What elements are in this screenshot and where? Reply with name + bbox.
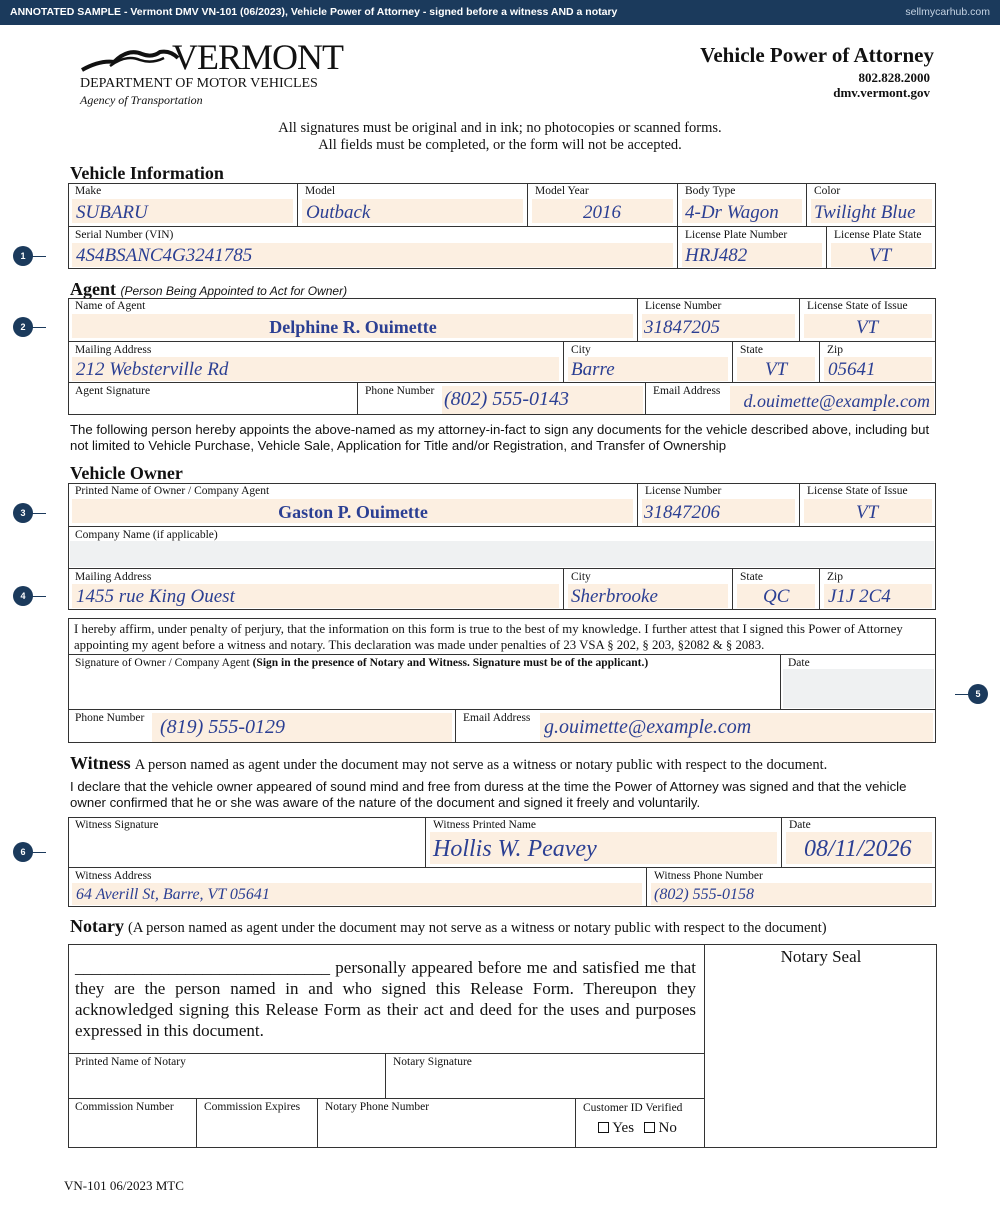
witness-declaration: I declare that the vehicle owner appeared of sound mind and free from duress at the time the Power of Attorney was signed and that the vehicle owner confirmed that he or she was aware of the nature of the document and signed it freely and voluntarily. [70, 779, 907, 810]
model-field[interactable] [298, 183, 528, 226]
notary-phone-field[interactable] [318, 1098, 576, 1148]
owner-date-field[interactable] [781, 654, 936, 709]
body-type-value: 4-Dr Wagon [685, 202, 779, 223]
witness-date-label: Date [789, 819, 811, 831]
owner-license-label: License Number [645, 485, 722, 497]
form-footer: VN-101 06/2023 MTC [64, 1178, 184, 1193]
witness-name-label: Witness Printed Name [433, 819, 537, 831]
marker-line-1 [30, 256, 46, 257]
agent-phone-label: Phone Number [365, 385, 435, 397]
vin-field[interactable] [68, 226, 678, 269]
owner-email-label: Email Address [463, 712, 531, 724]
banner-title: ANNOTATED SAMPLE - Vermont DMV VN-101 (06/2023), Vehicle Power of Attorney - signed before a witness AND a notary [10, 6, 618, 18]
marker-line-3 [30, 513, 46, 514]
dmv-website: dmv.vermont.gov [833, 85, 930, 100]
agent-license-state-field[interactable] [800, 298, 936, 341]
owner-address-value: 1455 rue King Ouest [76, 586, 235, 607]
company-name-label: Company Name (if applicable) [75, 529, 218, 541]
plate-state-field[interactable] [827, 226, 936, 269]
agent-email-label: Email Address [653, 385, 721, 397]
id-yes-label: Yes [612, 1120, 635, 1136]
instruction-line-1: All signatures must be original and in ink; no photocopies or scanned forms. [278, 120, 722, 136]
instruction-line-2: All fields must be completed, or the form will not be accepted. [318, 137, 682, 153]
witness-heading-text: Witness [70, 753, 131, 773]
vermont-logo [80, 37, 343, 108]
agent-license-state-value: VT [856, 317, 879, 338]
notary-blank-line[interactable]: ______________________________ [75, 958, 330, 977]
annotation-marker-2: 2 [13, 317, 33, 337]
notary-seal-label: Notary Seal [780, 947, 862, 966]
model-value: Outback [306, 202, 371, 223]
marker-line-5 [955, 694, 971, 695]
agent-state-field[interactable] [733, 341, 820, 382]
agent-city-value: Barre [571, 359, 615, 380]
witness-phone-field[interactable] [647, 867, 936, 907]
agent-state-label: State [740, 344, 763, 356]
agent-city-label: City [571, 344, 591, 356]
vin-label: Serial Number (VIN) [75, 229, 174, 241]
owner-address-field[interactable] [68, 568, 564, 610]
vin-value: 4S4BSANC4G3241785 [76, 245, 253, 266]
agent-email-value: d.ouimette@example.com [743, 391, 930, 411]
owner-license-value: 31847206 [644, 502, 720, 523]
owner-name-field[interactable] [68, 483, 638, 526]
plate-state-label: License Plate State [834, 229, 922, 241]
notary-statement [75, 957, 696, 1041]
owner-signature-field[interactable] [68, 654, 781, 709]
owner-name-value: Gaston P. Ouimette [278, 502, 428, 522]
notary-note: (A person named as agent under the document may not serve as a witness or notary public with respect to the document) [127, 920, 827, 936]
owner-heading: Vehicle Owner [70, 463, 183, 483]
affirmation-text: I hereby affirm, under penalty of perjury, that the information on this form is true to the best of my knowledge. I further attest that I signed this Power of Attorney appointing my agent before a witness and notary. This declaration was made under penalties of 23 VSA § 202, § 203, §2082 & § 2083. [74, 622, 903, 652]
form-title: Vehicle Power of Attorney [700, 43, 934, 67]
witness-name-field[interactable] [426, 817, 782, 867]
owner-phone-field[interactable] [68, 709, 456, 743]
notary-signature-field[interactable] [386, 1053, 704, 1098]
year-label: Model Year [535, 185, 589, 197]
owner-signature-label-text: Signature of Owner / Company Agent [75, 657, 250, 669]
witness-address-field[interactable] [68, 867, 647, 907]
id-verified-field [576, 1098, 704, 1148]
owner-state-field[interactable] [733, 568, 820, 610]
agent-signature-label: Agent Signature [75, 385, 151, 397]
plate-value: HRJ482 [685, 245, 748, 266]
witness-phone-value: (802) 555-0158 [654, 886, 754, 903]
notary-statement-text: personally appeared before me and satisfied me that they are the person named in and who signed this Release Form. Thereupon they acknowledged signing this Release Form as their act and deed for the uses and purposes expressed in this document. [75, 958, 697, 1040]
witness-signature-label: Witness Signature [75, 819, 159, 831]
agent-signature-field[interactable] [68, 382, 358, 415]
owner-email-value: g.ouimette@example.com [544, 716, 752, 738]
marker-line-2 [30, 327, 46, 328]
agent-city-field[interactable] [564, 341, 733, 382]
id-no-checkbox[interactable] [644, 1122, 655, 1133]
witness-phone-label: Witness Phone Number [654, 870, 763, 882]
year-value: 2016 [583, 202, 621, 223]
agent-name-value: Delphine R. Ouimette [269, 317, 437, 337]
witness-heading [70, 753, 827, 774]
mountain-logo-icon [80, 42, 180, 76]
body-type-label: Body Type [685, 185, 736, 197]
appointment-statement: The following person hereby appoints the above-named as my attorney-in-fact to sign any documents for the vehicle described above, including but not limited to Vehicle Purchase, Vehicle Sale, Application for Title and/or Registration, and Transfer of Ownership [70, 422, 930, 453]
color-label: Color [814, 185, 841, 197]
agent-name-label: Name of Agent [75, 300, 146, 312]
year-field[interactable] [528, 183, 678, 226]
notary-seal-area [704, 944, 937, 1148]
owner-phone-label: Phone Number [75, 712, 145, 724]
dept-name: DEPARTMENT OF MOTOR VEHICLES [80, 76, 318, 91]
agent-zip-field[interactable] [820, 341, 936, 382]
owner-zip-value: J1J 2C4 [828, 586, 891, 607]
commission-expires-field[interactable] [197, 1098, 318, 1148]
notary-printed-name-label: Printed Name of Notary [75, 1056, 186, 1068]
id-yes-checkbox[interactable] [598, 1122, 609, 1133]
agent-phone-field[interactable] [358, 382, 646, 415]
plate-state-value: VT [869, 245, 892, 266]
agent-license-state-label: License State of Issue [807, 300, 908, 312]
notary-heading [70, 916, 827, 937]
agent-address-label: Mailing Address [75, 344, 152, 356]
annotation-marker-3: 3 [13, 503, 33, 523]
annotation-marker-1: 1 [13, 246, 33, 266]
owner-address-label: Mailing Address [75, 571, 152, 583]
plate-field[interactable] [678, 226, 827, 269]
owner-date-label: Date [788, 657, 810, 669]
owner-license-field[interactable] [638, 483, 800, 526]
annotation-banner [0, 0, 1000, 25]
make-field[interactable] [68, 183, 298, 226]
logo-wordmark: VERMONT [172, 37, 343, 77]
witness-note: A person named as agent under the document may not serve as a witness or notary public with respect to the document. [134, 757, 828, 773]
owner-city-label: City [571, 571, 591, 583]
agent-heading-text: Agent [70, 279, 116, 299]
color-field[interactable] [807, 183, 936, 226]
agent-zip-label: Zip [827, 344, 843, 356]
banner-site: sellmycarhub.com [905, 6, 990, 18]
agent-license-value: 31847205 [644, 317, 720, 338]
commission-number-label: Commission Number [75, 1101, 174, 1113]
owner-zip-label: Zip [827, 571, 843, 583]
agent-address-value: 212 Websterville Rd [76, 359, 229, 380]
owner-state-label: State [740, 571, 763, 583]
agent-subheading: (Person Being Appointed to Act for Owner) [120, 284, 348, 298]
notary-signature-label: Notary Signature [393, 1056, 472, 1068]
owner-zip-field[interactable] [820, 568, 936, 610]
witness-date-value: 08/11/2026 [804, 836, 912, 862]
id-verified-label: Customer ID Verified [583, 1102, 683, 1114]
marker-line-4 [30, 596, 46, 597]
commission-number-field[interactable] [68, 1098, 197, 1148]
make-value: SUBARU [76, 202, 148, 223]
witness-name-value: Hollis W. Peavey [433, 836, 597, 862]
company-name-field[interactable] [68, 526, 936, 568]
agent-heading [70, 279, 347, 300]
owner-signature-label [75, 657, 648, 669]
notary-heading-text: Notary [70, 916, 124, 936]
owner-name-label: Printed Name of Owner / Company Agent [75, 485, 270, 497]
owner-license-state-value: VT [856, 502, 879, 523]
agent-email-field[interactable] [646, 382, 936, 415]
owner-city-field[interactable] [564, 568, 733, 610]
owner-license-state-field[interactable] [800, 483, 936, 526]
agent-address-field[interactable] [68, 341, 564, 382]
id-no-label: No [658, 1120, 677, 1136]
owner-signature-note: (Sign in the presence of Notary and Witness. Signature must be of the applicant.) [252, 657, 649, 669]
witness-address-value: 64 Averill St, Barre, VT 05641 [76, 886, 270, 903]
agent-license-label: License Number [645, 300, 722, 312]
dmv-phone: 802.828.2000 [858, 70, 930, 85]
marker-line-6 [30, 852, 46, 853]
agent-phone-value: (802) 555-0143 [444, 388, 569, 410]
annotation-marker-5: 5 [968, 684, 988, 704]
notary-printed-name-field[interactable] [68, 1053, 386, 1098]
annotation-marker-4: 4 [13, 586, 33, 606]
notary-phone-label: Notary Phone Number [325, 1101, 430, 1113]
agent-state-value: VT [765, 359, 788, 380]
annotation-marker-6: 6 [13, 842, 33, 862]
owner-city-value: Sherbrooke [571, 586, 658, 607]
model-label: Model [305, 185, 336, 197]
make-label: Make [75, 185, 102, 197]
agent-name-field[interactable] [68, 298, 638, 341]
agency-name: Agency of Transportation [80, 93, 203, 107]
owner-license-state-label: License State of Issue [807, 485, 908, 497]
color-value: Twilight Blue [814, 202, 916, 223]
witness-date-field[interactable] [782, 817, 936, 867]
agent-zip-value: 05641 [828, 359, 876, 380]
vehicle-heading: Vehicle Information [70, 163, 224, 183]
witness-signature-field[interactable] [68, 817, 426, 867]
body-type-field[interactable] [678, 183, 807, 226]
commission-expires-label: Commission Expires [204, 1101, 301, 1113]
owner-email-field[interactable] [456, 709, 936, 743]
owner-state-value: QC [763, 586, 790, 607]
owner-phone-value: (819) 555-0129 [160, 716, 285, 738]
plate-label: License Plate Number [685, 229, 788, 241]
agent-license-field[interactable] [638, 298, 800, 341]
witness-address-label: Witness Address [75, 870, 152, 882]
